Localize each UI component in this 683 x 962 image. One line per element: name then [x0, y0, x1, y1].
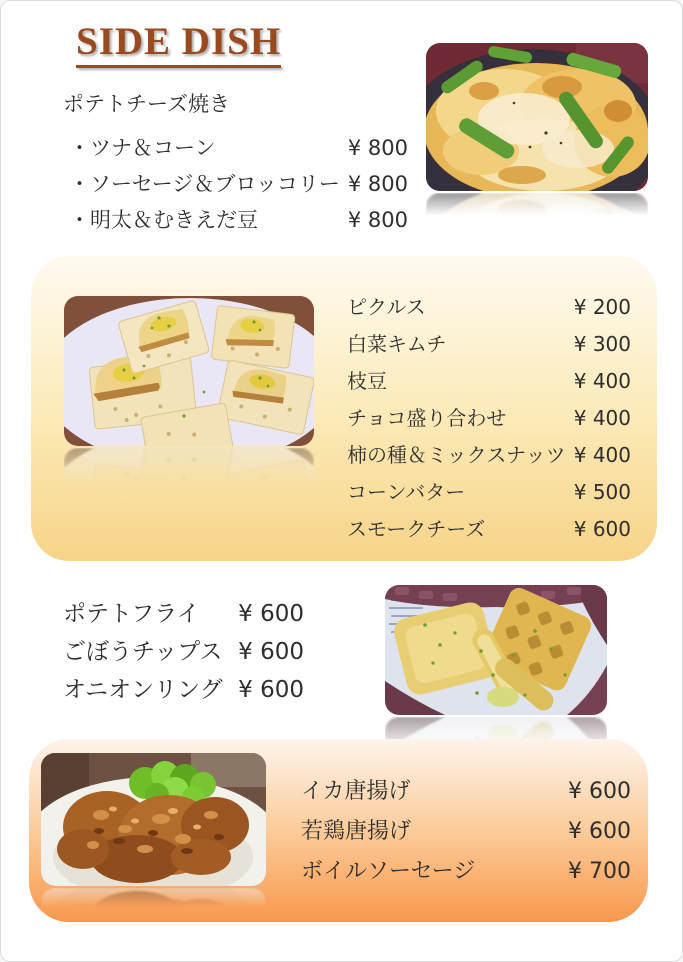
cheese-on-crackers-photo: [64, 296, 314, 446]
item-label: スモークチーズ: [347, 517, 486, 541]
menu-item: [347, 370, 631, 393]
item-label: ごぼうチップス: [63, 639, 223, 665]
item-label: ボイルソーセージ: [301, 859, 476, 884]
item-price: ¥ 600: [238, 601, 304, 627]
section-heading: ポテトチーズ焼き: [63, 92, 230, 116]
section-potato-cheese: [63, 91, 408, 232]
item-price: ¥ 400: [573, 443, 631, 467]
menu-item: [63, 677, 304, 703]
item-price: ¥ 600: [238, 639, 304, 665]
item-label: コーンバター: [347, 480, 466, 504]
menu-item: [347, 333, 631, 356]
item-label: 柿の種＆ミックスナッツ: [347, 443, 566, 467]
item-price: ¥ 200: [573, 295, 631, 319]
item-label: オニオンリング: [63, 677, 223, 703]
item-price: ¥ 600: [568, 779, 631, 804]
menu-item: [69, 173, 408, 196]
item-price: ¥ 600: [568, 819, 631, 844]
menu-item: [301, 859, 631, 884]
item-price: ¥ 800: [347, 208, 408, 232]
photo-reflection: [64, 448, 314, 493]
menu-item: [347, 444, 631, 467]
menu-item-list: [63, 137, 408, 232]
section-fried-sides: [63, 601, 304, 703]
item-price: ¥ 600: [573, 517, 631, 541]
menu-item: [63, 601, 304, 627]
fried-chicken-plate-photo: [41, 753, 266, 886]
item-price: ¥ 800: [347, 172, 408, 196]
item-label: 枝豆: [347, 369, 387, 393]
item-price: ¥ 400: [573, 406, 631, 430]
item-price: ¥ 500: [573, 480, 631, 504]
item-label: 若鶏唐揚げ: [301, 819, 412, 844]
menu-item: [347, 296, 631, 319]
item-label: ・ツナ＆コーン: [69, 136, 216, 160]
item-label: ピクルス: [347, 295, 426, 319]
menu-item: [347, 407, 631, 430]
menu-item: [347, 518, 631, 541]
fried-potatoes-basket-photo: [385, 585, 607, 715]
menu-item-list: [347, 296, 631, 541]
photo-reflection: [426, 193, 648, 219]
gold-menu-panel: [31, 256, 657, 561]
item-price: ¥ 600: [238, 677, 304, 703]
potato-cheese-bake-photo: [426, 43, 648, 191]
item-price: ¥ 800: [347, 136, 408, 160]
menu-item-list: [301, 779, 631, 884]
orange-menu-panel: [29, 739, 648, 922]
item-label: ポテトフライ: [63, 601, 200, 627]
menu-item: [347, 481, 631, 504]
photo-reflection: [41, 888, 266, 910]
menu-item: [63, 639, 304, 665]
item-label: イカ唐揚げ: [301, 779, 411, 804]
item-price: ¥ 300: [573, 332, 631, 356]
item-price: ¥ 700: [568, 859, 631, 884]
menu-item: [69, 209, 408, 232]
item-label: 白菜キムチ: [347, 332, 447, 356]
menu-item: [301, 819, 631, 844]
item-label: チョコ盛り合わせ: [347, 406, 507, 430]
item-label: ・ソーセージ＆ブロッコリー: [69, 172, 340, 196]
menu-item: [301, 779, 631, 804]
item-label: ・明太＆むきえだ豆: [69, 208, 258, 232]
page-title: SIDE DISH: [76, 23, 281, 68]
menu-item: [69, 137, 408, 160]
item-price: ¥ 400: [573, 369, 631, 393]
